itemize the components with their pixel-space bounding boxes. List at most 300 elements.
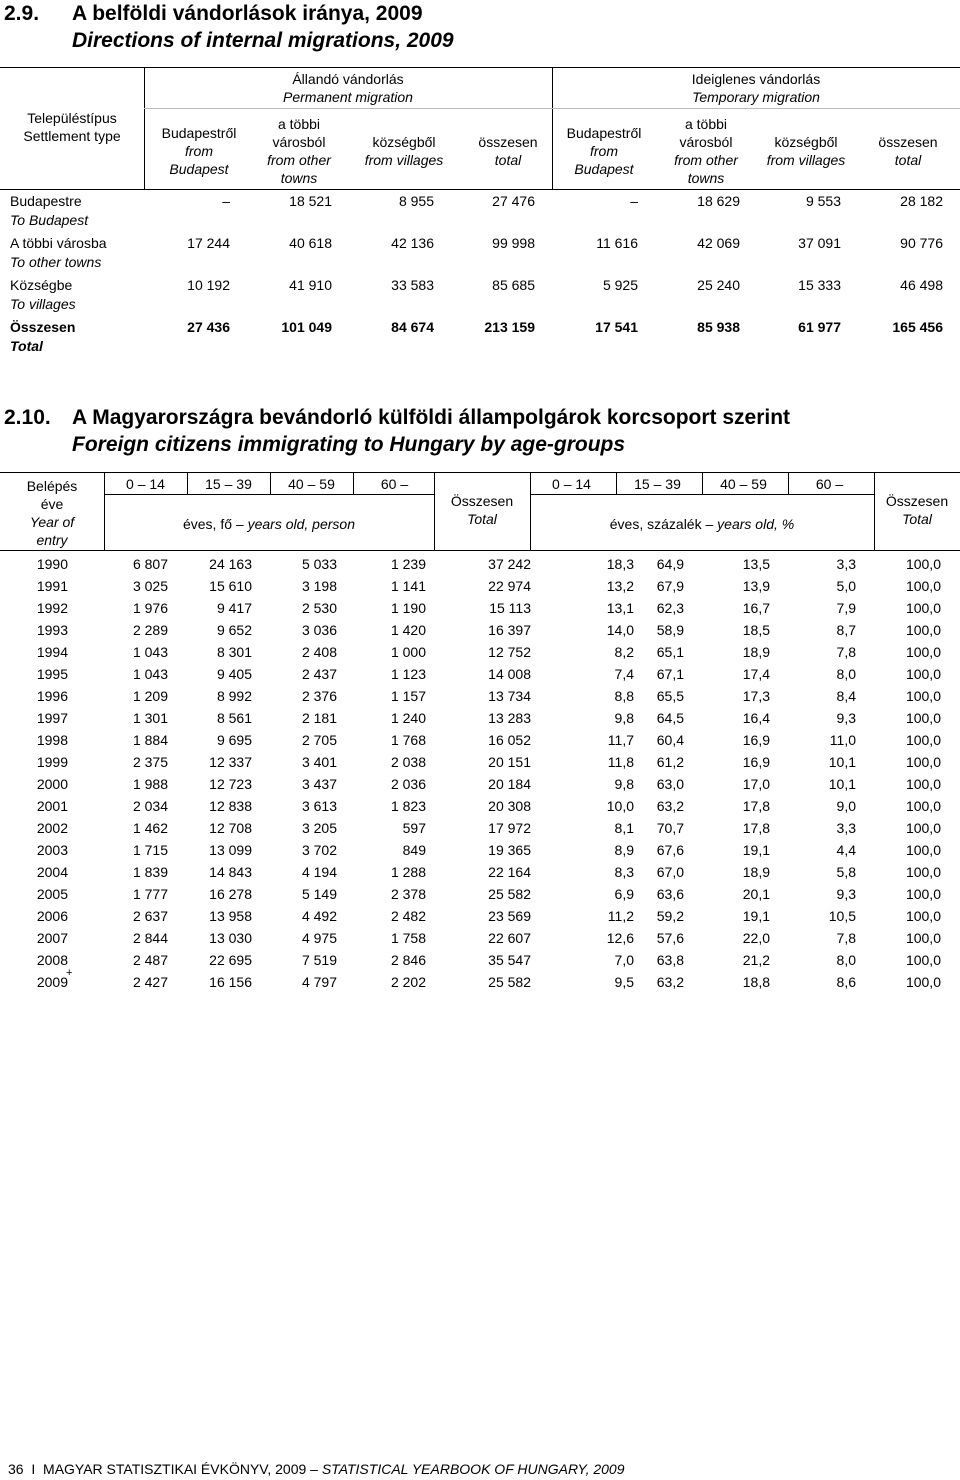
table-cell: 10,1 [828, 776, 856, 792]
table1-number: 2.9. [4, 2, 40, 25]
table-cell: 2 036 [390, 776, 426, 792]
table-cell: 22 974 [488, 578, 531, 594]
table-cell: 2 408 [301, 644, 337, 660]
table-cell: 35 547 [488, 952, 531, 968]
table-cell: 3 437 [301, 776, 337, 792]
total-header: Összesen Total [885, 493, 949, 527]
year-cell: 1996 [36, 688, 68, 704]
table-cell: 100,0 [905, 556, 941, 572]
table-cell: 7,9 [836, 600, 856, 616]
table-cell: 100,0 [905, 578, 941, 594]
table-cell: 61,2 [656, 754, 684, 770]
table-cell: 18,9 [742, 644, 770, 660]
table-cell: 2 376 [301, 688, 337, 704]
page-number: 36 [8, 1461, 24, 1477]
table-cell: 12 723 [209, 776, 252, 792]
table-cell: 25 582 [488, 974, 531, 990]
table-cell: 4 194 [301, 864, 337, 880]
table-cell: 101 049 [281, 319, 332, 335]
row-label-en: To other towns [10, 254, 102, 270]
entry-year-header: Belépés éve Year of entry [26, 478, 78, 548]
table-cell: 65,1 [656, 644, 684, 660]
table-cell: 22 695 [209, 952, 252, 968]
footer-title-en: STATISTICAL YEARBOOK OF HUNGARY, 2009 [321, 1461, 625, 1477]
table-cell: 21,2 [742, 952, 770, 968]
table-cell: 8,8 [614, 688, 634, 704]
table-cell: 1 462 [132, 820, 168, 836]
year-cell: 2007 [36, 930, 68, 946]
table-cell: 100,0 [905, 776, 941, 792]
table-cell: 2 375 [132, 754, 168, 770]
table-cell: 8,9 [614, 842, 634, 858]
table-cell: 17,3 [742, 688, 770, 704]
table-cell: 42 136 [391, 235, 434, 251]
table-cell: 37 242 [488, 556, 531, 572]
table-cell: 16 278 [209, 886, 252, 902]
table-cell: 100,0 [905, 754, 941, 770]
table-cell: 2 038 [390, 754, 426, 770]
table-cell: 5 149 [301, 886, 337, 902]
table-cell: 1 884 [132, 732, 168, 748]
table-cell: 13,5 [742, 556, 770, 572]
table-cell: 100,0 [905, 864, 941, 880]
table-cell: 16 052 [488, 732, 531, 748]
table-cell: 13 734 [488, 688, 531, 704]
table-cell: 1 190 [390, 600, 426, 616]
table-cell: 3,3 [836, 820, 856, 836]
table-cell: 1 123 [390, 666, 426, 682]
table-cell: 13,9 [742, 578, 770, 594]
col-from-budapest: Budapestről from Budapest [566, 125, 642, 177]
table-cell: 64,5 [656, 710, 684, 726]
table-cell: 9 695 [216, 732, 252, 748]
table-cell: 9 652 [216, 622, 252, 638]
table1-group-rule [144, 108, 960, 109]
table-cell: 8,7 [836, 622, 856, 638]
year-cell: 2006 [36, 908, 68, 924]
table-cell: 46 498 [900, 277, 943, 293]
table-cell: 67,6 [656, 842, 684, 858]
table-cell: 18 629 [697, 193, 740, 209]
table-cell: 20 308 [488, 798, 531, 814]
table-cell: 1 141 [390, 578, 426, 594]
table-cell: 99 998 [492, 235, 535, 251]
table-cell: 11,0 [829, 732, 856, 748]
table-cell: 18 521 [289, 193, 332, 209]
table-cell: 2 844 [132, 930, 168, 946]
row-label-en: To Budapest [10, 212, 89, 228]
table-cell: 62,3 [656, 600, 684, 616]
table-cell: 1 777 [132, 886, 168, 902]
row-label-en: To villages [10, 296, 76, 312]
table-cell: – [222, 193, 230, 209]
table-cell: 7,4 [614, 666, 634, 682]
table-cell: 33 583 [391, 277, 434, 293]
table-cell: 1 288 [390, 864, 426, 880]
table-cell: 6,9 [614, 886, 634, 902]
table-cell: 7 519 [301, 952, 337, 968]
table-cell: 25 240 [697, 277, 740, 293]
table-cell: 8 301 [216, 644, 252, 660]
table-cell: 100,0 [905, 732, 941, 748]
table-cell: 20 184 [488, 776, 531, 792]
table-cell: 2 202 [390, 974, 426, 990]
year-cell: 2004 [36, 864, 68, 880]
table-cell: 213 159 [484, 319, 535, 335]
table-cell: 63,0 [656, 776, 684, 792]
table-cell: 12 337 [209, 754, 252, 770]
year-footnote-mark: + [66, 967, 73, 979]
table-cell: 10,0 [606, 798, 634, 814]
table-cell: 12 752 [488, 644, 531, 660]
table-cell: 1 976 [132, 600, 168, 616]
table-cell: 17 541 [595, 319, 638, 335]
table-cell: 19 365 [488, 842, 531, 858]
table-cell: 10 192 [187, 277, 230, 293]
age-group-header: 40 – 59 [288, 476, 335, 492]
temporary-header: Ideiglenes vándorlás Temporary migration [691, 71, 821, 105]
permanent-header: Állandó vándorlás Permanent migration [283, 71, 413, 105]
table-cell: 1 239 [390, 556, 426, 572]
table-cell: 2 487 [132, 952, 168, 968]
year-cell: 2000 [36, 776, 68, 792]
table-cell: 100,0 [905, 798, 941, 814]
table-cell: 1 839 [132, 864, 168, 880]
table-cell: 13,2 [606, 578, 634, 594]
table-cell: 7,0 [614, 952, 634, 968]
table-cell: 27 436 [187, 319, 230, 335]
table-cell: 4 797 [301, 974, 337, 990]
year-cell: 1995 [36, 666, 68, 682]
table-cell: 63,2 [656, 974, 684, 990]
table-cell: 18,3 [606, 556, 634, 572]
table-cell: 2 530 [301, 600, 337, 616]
table-cell: 1 157 [390, 688, 426, 704]
table-cell: 11,7 [607, 732, 634, 748]
age-group-header: 60 – [815, 476, 844, 492]
table2-age-rule [104, 494, 434, 495]
age-group-header: 15 – 39 [634, 476, 681, 492]
table-cell: 14 008 [488, 666, 531, 682]
col-total: összesen total [478, 134, 538, 168]
table-cell: 13,1 [606, 600, 634, 616]
table-cell: 8,0 [836, 666, 856, 682]
table-cell: 57,6 [656, 930, 684, 946]
table-cell: 5,8 [836, 864, 856, 880]
table-cell: 18,5 [742, 622, 770, 638]
table-cell: 63,8 [656, 952, 684, 968]
table-cell: 5,0 [836, 578, 856, 594]
year-cell: 2009 [36, 974, 68, 990]
row-label-en: Total [10, 338, 43, 354]
table-cell: 13 030 [209, 930, 252, 946]
table-cell: 16 397 [488, 622, 531, 638]
table-cell: 59,2 [656, 908, 684, 924]
table-cell: 14,0 [606, 622, 634, 638]
table-cell: 10,5 [828, 908, 856, 924]
table-cell: 849 [402, 842, 426, 858]
page-footer [8, 1461, 625, 1477]
table-cell: 17,0 [742, 776, 770, 792]
table-cell: 90 776 [900, 235, 943, 251]
table-cell: 3 613 [301, 798, 337, 814]
table-cell: 63,6 [656, 886, 684, 902]
table-cell: – [630, 193, 638, 209]
table-cell: 42 069 [697, 235, 740, 251]
table-cell: 2 427 [132, 974, 168, 990]
table-cell: 100,0 [905, 600, 941, 616]
table-cell: 1 823 [390, 798, 426, 814]
col-from-other-towns: a többi városból from other towns [267, 116, 331, 186]
table-cell: 8,2 [614, 644, 634, 660]
table-cell: 3 025 [132, 578, 168, 594]
table-cell: 9,3 [836, 710, 856, 726]
table-cell: 9,8 [614, 776, 634, 792]
table-cell: 67,9 [656, 578, 684, 594]
table-cell: 23 569 [488, 908, 531, 924]
year-cell: 1993 [36, 622, 68, 638]
table-cell: 15 333 [798, 277, 841, 293]
table-cell: 7,8 [836, 930, 856, 946]
table-cell: 17 244 [187, 235, 230, 251]
year-cell: 1992 [36, 600, 68, 616]
year-cell: 1999 [36, 754, 68, 770]
footer-title-hu: MAGYAR STATISZTIKAI ÉVKÖNYV, 2009 – [43, 1461, 318, 1477]
year-cell: 2005 [36, 886, 68, 902]
table-cell: 3 205 [301, 820, 337, 836]
table-cell: 2 378 [390, 886, 426, 902]
age-group-header: 0 – 14 [126, 476, 165, 492]
table-cell: 3 401 [301, 754, 337, 770]
age-group-header: 15 – 39 [205, 476, 252, 492]
table-cell: 1 301 [132, 710, 168, 726]
table-cell: 58,9 [656, 622, 684, 638]
table-cell: 1 420 [390, 622, 426, 638]
table-cell: 12 708 [209, 820, 252, 836]
table1-title-hu: A belföldi vándorlások iránya, 2009 [72, 2, 423, 25]
col-from-villages: községből from villages [766, 134, 846, 168]
table2-number: 2.10. [4, 406, 51, 429]
table-cell: 16,7 [742, 600, 770, 616]
table-cell: 2 289 [132, 622, 168, 638]
table-cell: 17,8 [742, 798, 770, 814]
table-cell: 100,0 [905, 820, 941, 836]
table-cell: 13 099 [209, 842, 252, 858]
age-group-header: 0 – 14 [552, 476, 591, 492]
table-cell: 22,0 [742, 930, 770, 946]
table-cell: 100,0 [905, 930, 941, 946]
row-label-hu: Községbe [10, 277, 73, 293]
table-cell: 11 616 [596, 235, 638, 251]
row-label-hu: Összesen [10, 319, 76, 335]
table2-header-rule [0, 550, 960, 551]
table-cell: 2 705 [301, 732, 337, 748]
table-cell: 10,1 [828, 754, 856, 770]
table-cell: 9 405 [216, 666, 252, 682]
table-cell: 1 000 [390, 644, 426, 660]
year-cell: 1998 [36, 732, 68, 748]
table-cell: 3 198 [301, 578, 337, 594]
table-cell: 17,8 [742, 820, 770, 836]
table-cell: 16 156 [209, 974, 252, 990]
table-cell: 67,0 [656, 864, 684, 880]
table-cell: 100,0 [905, 710, 941, 726]
table-cell: 8,6 [836, 974, 856, 990]
total-header: Összesen Total [450, 493, 514, 527]
table-cell: 1 768 [390, 732, 426, 748]
col-from-villages: községből from villages [364, 134, 444, 168]
table-cell: 9,8 [614, 710, 634, 726]
table-cell: 19,1 [742, 842, 770, 858]
table1-title-en: Directions of internal migrations, 2009 [72, 29, 454, 52]
table-cell: 4 492 [301, 908, 337, 924]
table-cell: 27 476 [492, 193, 535, 209]
table-cell: 100,0 [905, 644, 941, 660]
table-cell: 1 758 [390, 930, 426, 946]
year-cell: 2001 [36, 798, 68, 814]
unit-label-persons: éves, fő – years old, person [182, 516, 355, 532]
table-cell: 14 843 [209, 864, 252, 880]
table2-age-rule [530, 494, 874, 495]
table-cell: 9 417 [216, 600, 252, 616]
year-cell: 1990 [36, 556, 68, 572]
table-cell: 8,3 [614, 864, 634, 880]
table-cell: 24 163 [209, 556, 252, 572]
table-cell: 15 610 [209, 578, 252, 594]
table-cell: 20 151 [488, 754, 531, 770]
table-cell: 28 182 [900, 193, 943, 209]
table-cell: 597 [402, 820, 426, 836]
table-cell: 100,0 [905, 666, 941, 682]
year-cell: 2003 [36, 842, 68, 858]
col-total: összesen total [878, 134, 938, 168]
table2-title-hu: A Magyarországra bevándorló külföldi állampolgárok korcsoport szerint [72, 406, 791, 429]
row-label-hu: A többi városba [10, 235, 107, 251]
table-cell: 100,0 [905, 952, 941, 968]
table-cell: 8 992 [216, 688, 252, 704]
table-cell: 65,5 [656, 688, 684, 704]
table-cell: 3 036 [301, 622, 337, 638]
settlement-header: Településtípus Settlement type [23, 110, 121, 144]
year-cell: 2002 [36, 820, 68, 836]
table-cell: 85 685 [492, 277, 535, 293]
table-cell: 12,6 [606, 930, 634, 946]
col-from-other-towns: a többi városból from other towns [674, 116, 738, 186]
table-cell: 85 938 [697, 319, 740, 335]
table-cell: 2 846 [390, 952, 426, 968]
table-cell: 15 113 [489, 600, 531, 616]
table-cell: 20,1 [742, 886, 770, 902]
year-cell: 2008 [36, 952, 68, 968]
table-cell: 13 958 [209, 908, 252, 924]
table-cell: 5 925 [602, 277, 638, 293]
table-cell: 100,0 [905, 908, 941, 924]
table-cell: 17,4 [742, 666, 770, 682]
table-cell: 8 955 [398, 193, 434, 209]
table-cell: 60,4 [656, 732, 684, 748]
table-cell: 1 043 [132, 644, 168, 660]
table-cell: 2 034 [132, 798, 168, 814]
table-cell: 9 553 [805, 193, 841, 209]
table-cell: 2 482 [390, 908, 426, 924]
table-cell: 6 807 [132, 556, 168, 572]
table-cell: 4,4 [836, 842, 856, 858]
table-cell: 9,5 [614, 974, 634, 990]
table-cell: 1 209 [132, 688, 168, 704]
table-cell: 3,3 [836, 556, 856, 572]
table-cell: 8,0 [836, 952, 856, 968]
table-cell: 40 618 [289, 235, 332, 251]
year-cell: 1991 [36, 578, 68, 594]
table-cell: 18,8 [742, 974, 770, 990]
table-cell: 1 715 [132, 842, 168, 858]
table-cell: 7,8 [836, 644, 856, 660]
table-cell: 1 988 [132, 776, 168, 792]
table-cell: 1 240 [390, 710, 426, 726]
table-cell: 64,9 [656, 556, 684, 572]
table-cell: 1 043 [132, 666, 168, 682]
table-cell: 18,9 [742, 864, 770, 880]
table-cell: 2 437 [301, 666, 337, 682]
table-cell: 100,0 [905, 622, 941, 638]
table-cell: 70,7 [656, 820, 684, 836]
table-cell: 25 582 [488, 886, 531, 902]
table-cell: 17 972 [488, 820, 531, 836]
table-cell: 4 975 [301, 930, 337, 946]
age-group-header: 40 – 59 [720, 476, 767, 492]
table-cell: 9,3 [836, 886, 856, 902]
table-cell: 84 674 [391, 319, 434, 335]
table-cell: 12 838 [209, 798, 252, 814]
year-cell: 1994 [36, 644, 68, 660]
table-cell: 22 607 [488, 930, 531, 946]
table-cell: 19,1 [742, 908, 770, 924]
footer-separator: I [31, 1461, 36, 1477]
table-cell: 165 456 [892, 319, 943, 335]
table-cell: 13 283 [488, 710, 531, 726]
table-cell: 100,0 [905, 886, 941, 902]
table-cell: 67,1 [656, 666, 684, 682]
table-cell: 2 181 [301, 710, 337, 726]
table2-title-en: Foreign citizens immigrating to Hungary by age-groups [72, 433, 626, 456]
table-cell: 100,0 [905, 842, 941, 858]
table-cell: 16,9 [742, 754, 770, 770]
row-label-hu: Budapestre [10, 193, 82, 209]
table-cell: 8 561 [216, 710, 252, 726]
table-cell: 16,4 [742, 710, 770, 726]
table-cell: 37 091 [798, 235, 841, 251]
table-cell: 11,8 [607, 754, 634, 770]
table-cell: 100,0 [905, 688, 941, 704]
year-cell: 1997 [36, 710, 68, 726]
table2-top-rule [0, 472, 960, 473]
table-cell: 8,1 [614, 820, 634, 836]
age-group-header: 60 – [380, 476, 409, 492]
table-cell: 16,9 [742, 732, 770, 748]
col-from-budapest: Budapestről from Budapest [161, 125, 237, 177]
table-cell: 41 910 [289, 277, 332, 293]
table-cell: 63,2 [656, 798, 684, 814]
table-cell: 11,2 [607, 908, 634, 924]
unit-label-percent: éves, százalék – years old, % [609, 516, 795, 532]
table-cell: 8,4 [836, 688, 856, 704]
table-cell: 22 164 [488, 864, 531, 880]
table-cell: 2 637 [132, 908, 168, 924]
table-cell: 61 977 [798, 319, 841, 335]
table-cell: 100,0 [905, 974, 941, 990]
table-cell: 5 033 [301, 556, 337, 572]
table-cell: 3 702 [301, 842, 337, 858]
